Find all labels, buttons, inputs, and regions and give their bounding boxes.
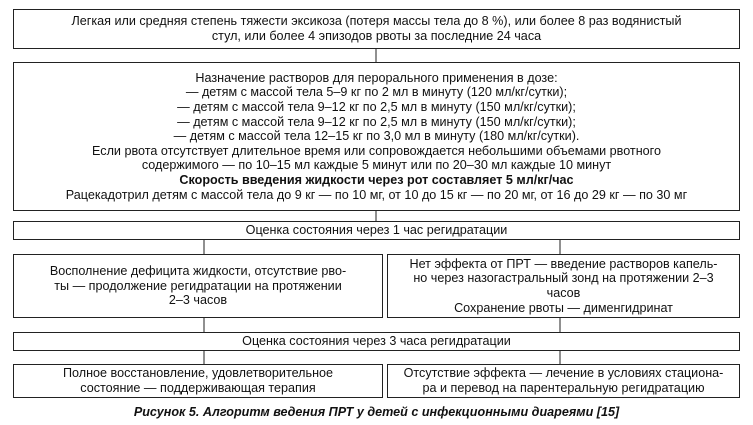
figure-caption: Рисунок 5. Алгоритм ведения ПРТ у детей с инфекционными диареями [15] [133,405,620,419]
right2-line-1: Отсутствие эффекта — лечение в условиях стациона- [403,366,724,381]
start-line-1: Легкая или средняя степень тяжести эксикоза (потеря массы тела до 8 %), или более 8 раз водянистый [71,14,682,29]
left1-line-2: ты — продолжение регидратации на протяжении [54,278,342,293]
treatment-line: Назначение растворов для перорального применения в дозе: [195,70,558,85]
treatment-line: — детям с массой тела 12–15 кг по 3,0 мл в минуту (180 мл/кг/сутки). [173,129,580,144]
left1-line-1: Восполнение дефицита жидкости, отсутствие рво- [49,264,347,279]
assessment-3h-label: Оценка состояния через 3 часа регидратации [242,334,511,349]
start-condition-box [13,9,740,49]
start-line-2: стул, или более 4 эпизодов рвоты за последние 24 часа [211,29,542,43]
hospital-treatment-box [387,364,740,398]
treatment-line: — детям с массой тела 9–12 кг по 2,5 мл в минуту (150 мл/кг/сутки); [177,100,576,115]
left2-line-2: состояние — поддерживающая терапия [80,381,316,395]
right1-line-1: Нет эффекта от ПРТ — введение растворов капель- [409,256,718,271]
assessment-3h-box [13,332,740,351]
treatment-line: — детям с массой тела 5–9 кг по 2 мл в минуту (120 мл/кг/сутки); [185,85,568,100]
right2-line-2: ра и перевод на парентеральную регидратацию [422,381,705,395]
right1-line-2: но через назогастральный зонд на протяжении 2–3 [413,271,714,286]
full-recovery-box [13,364,383,398]
rehydration-success-box [13,254,383,318]
treatment-racecadotril-line: Рацекадотрил детям с массой тела до 9 кг — по 10 мг, от 10 до 15 кг — по 20 мг, от 16 до 29 кг — по 30 мг [65,187,688,202]
right1-line-4: Сохранение рвоты — дименгидринат [454,300,673,315]
treatment-line: содержимого — по 10–15 мл каждые 5 минут или по 20–30 мл каждые 10 минут [141,158,612,173]
assessment-1h-box [13,221,740,240]
no-effect-box [387,254,740,318]
right1-line-3: часов [546,286,581,300]
left1-line-3: 2–3 часов [168,293,228,308]
left2-line-1: Полное восстановление, удовлетворительное [62,366,334,381]
assessment-1h-label: Оценка состояния через 1 час регидратации [245,223,508,238]
treatment-line: Если рвота отсутствует длительное время или сопровождается небольшими объемами рвотного [92,143,661,158]
treatment-rate-line: Скорость введения жидкости через рот составляет 5 мл/кг/час [179,172,574,187]
treatment-line: — детям с массой тела 9–12 кг по 2,5 мл в минуту (150 мл/кг/сутки); [177,114,576,129]
treatment-box [13,62,740,211]
